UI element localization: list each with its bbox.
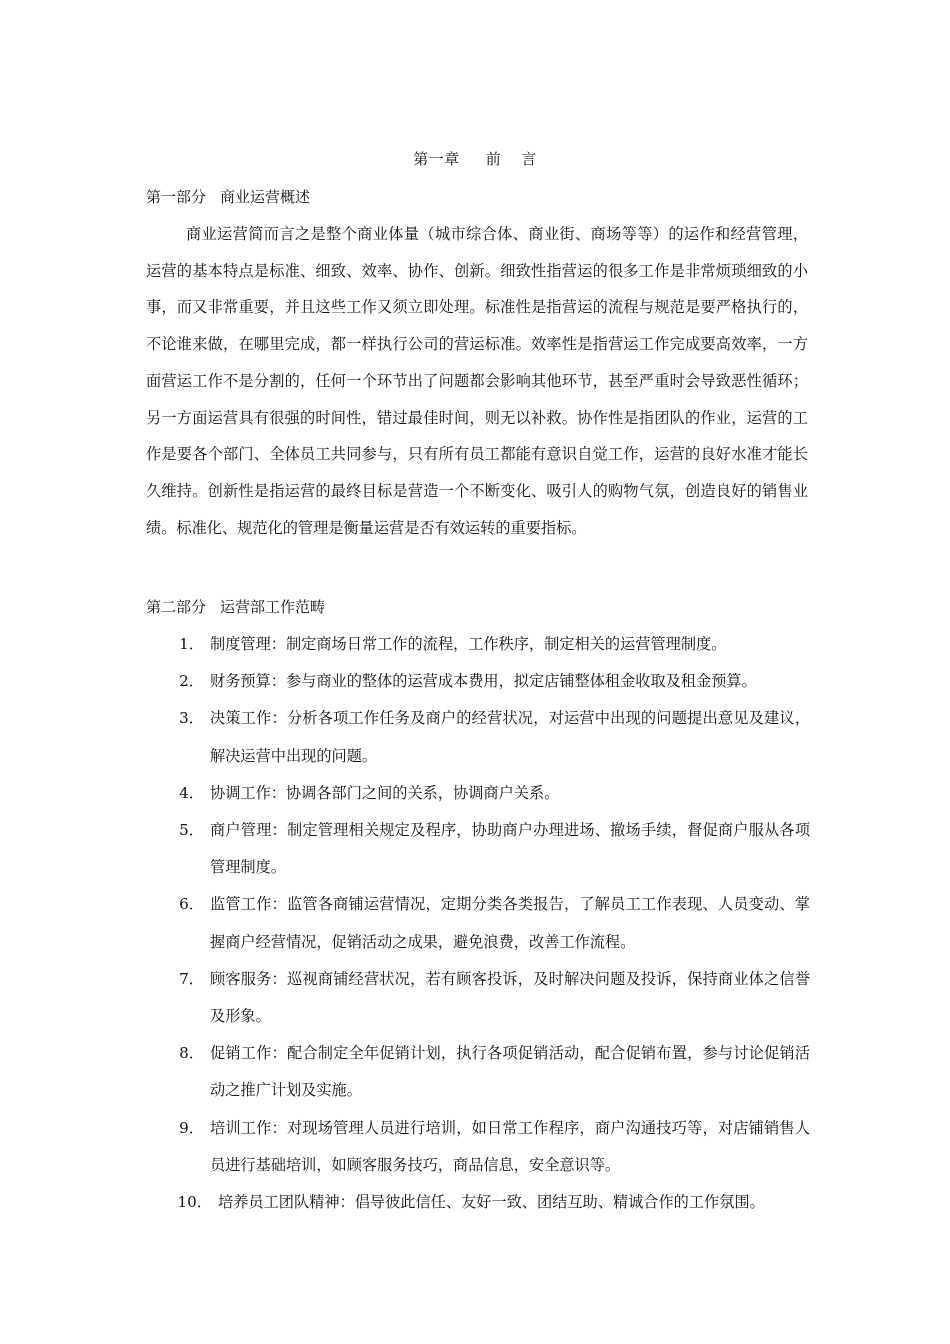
list-item-text: 制度管理：制定商场日常工作的流程，工作秩序，制定相关的运营管理制度。 [210, 635, 727, 653]
part2-heading [146, 596, 325, 618]
list-item-number: 1． [179, 635, 204, 653]
list-item-text: 监管工作：监管各商铺运营情况，定期分类各类报告，了解员工工作表现、人员变动、掌握商户经营情况，促销活动之成果，避免浪费，改善工作流程。 [210, 895, 810, 951]
part2-title: 运营部工作范畴 [220, 598, 326, 616]
list-item-text: 顾客服务：巡视商铺经营状况，若有顾客投诉，及时解决问题及投诉，保持商业体之信誉及形象。 [210, 969, 810, 1026]
list-item-number: 8． [179, 1044, 204, 1063]
chapter-label: 第一章 [413, 150, 460, 168]
part1-label: 第一部分 [146, 188, 207, 206]
list-item [146, 775, 810, 812]
list-item [146, 700, 810, 774]
part1-heading [146, 186, 310, 208]
list-item-number: 4． [179, 783, 204, 802]
list-item-number: 10． [177, 1193, 212, 1212]
list-item [146, 961, 810, 1035]
list-item [146, 1110, 810, 1184]
list-item [146, 1184, 810, 1221]
list-item-number: 9． [179, 1118, 204, 1137]
part1-title: 商业运营概述 [220, 188, 311, 206]
work-scope-list [146, 626, 810, 1221]
list-item [146, 626, 810, 663]
part2-label: 第二部分 [146, 598, 207, 616]
list-item-number: 2． [179, 672, 204, 691]
list-item-text: 决策工作：分析各项工作任务及商户的经营状况，对运营中出现的问题提出意见及建议，解决运营中出现的问题。 [210, 709, 810, 765]
list-item-text: 促销工作：配合制定全年促销计划，执行各项促销活动，配合促销布置，参与讨论促销活动之推广计划及实施。 [210, 1044, 810, 1100]
part1-paragraph: 商业运营简而言之是整个商业体量（城市综合体、商业街、商场等等）的运作和经营管理，运营的基本特点是标准、细致、效率、协作、创新。细致性指营运的很多工作是非常烦琐细致的小事，而又非常重要，并且这些工作又须立即处理。标准性是指营运的流程与规范是要严格执行的，不论谁来做，在哪里完成，都一样执行公司的营运标准。效率性是指营运工作完成要高效率，一方面营运工作不是分割的，任何一个环节出了问题都会影响其他环节，甚至严重时会导致恶性循环；另一方面运营具有很强的时间性，错过最佳时间，则无以补救。协作性是指团队的作业，运营的工作是要各个部门、全体员工共同参与，只有所有员工都能有意识自觉工作，运营的良好水准才能长久维持。创新性是指运营的最终目标是营造一个不断变化、吸引人的购物气氛，创造良好的销售业绩。标准化、规范化的管理是衡量运营是否有效运转的重要指标。 [146, 225, 808, 537]
chapter-title-char-2: 言 [521, 150, 537, 168]
list-item-number: 7． [179, 969, 204, 988]
list-item-text: 协调工作：协调各部门之间的关系，协调商户关系。 [210, 783, 560, 802]
chapter-title-char-1: 前 [485, 150, 502, 168]
list-item [146, 1035, 810, 1109]
list-item-text: 培训工作：对现场管理人员进行培训，如日常工作程序，商户沟通技巧等，对店铺销售人员进行基础培训，如顾客服务技巧，商品信息，安全意识等。 [210, 1118, 810, 1174]
list-item-number: 3． [179, 709, 204, 728]
list-item-number: 6． [179, 895, 204, 914]
chapter-title [0, 148, 950, 170]
list-item [146, 886, 810, 960]
list-item-number: 5． [179, 821, 204, 840]
list-item-text: 商户管理：制定管理相关规定及程序，协助商户办理进场、撤场手续，督促商户服从各项管理制度。 [210, 821, 810, 877]
list-item-text: 财务预算：参与商业的整体的运营成本费用，拟定店铺整体租金收取及租金预算。 [210, 672, 757, 691]
list-item [146, 812, 810, 886]
list-item [146, 663, 810, 700]
list-item-text: 培养员工团队精神：倡导彼此信任、友好一致、团结互助、精诚合作的工作氛围。 [218, 1193, 765, 1212]
